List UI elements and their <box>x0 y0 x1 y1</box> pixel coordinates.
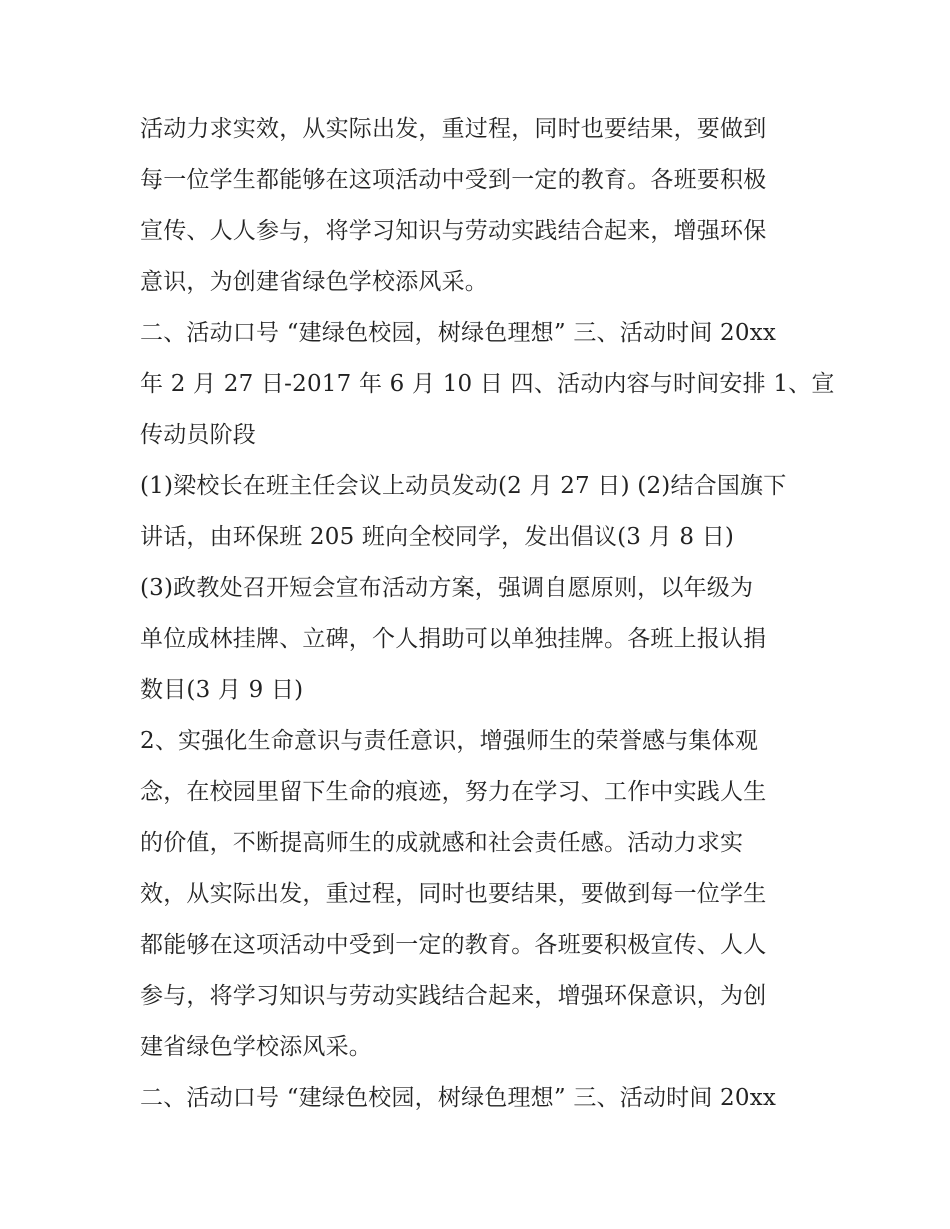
text-line: 效，从实际出发，重过程，同时也要结果，要做到每一位学生 <box>140 881 767 907</box>
text-line: 宣传、人人参与，将学习知识与劳动实践结合起来，增强环保 <box>140 218 767 244</box>
text-line: 年 2 月 27 日-2017 年 6 月 10 日 四、活动内容与时间安排 1、宣 <box>140 371 835 397</box>
text-line: 念，在校园里留下生命的痕迹，努力在学习、工作中实践人生 <box>140 779 767 805</box>
text-line: 传动员阶段 <box>140 422 256 448</box>
text-line: 数目(3 月 9 日) <box>140 677 304 703</box>
text-line: 单位成林挂牌、立碑，个人捐助可以单独挂牌。各班上报认捐 <box>140 626 767 652</box>
text-line: 的价值，不断提高师生的成就感和社会责任感。活动力求实 <box>140 830 744 856</box>
text-line: 建省绿色学校添风采。 <box>140 1034 372 1060</box>
paragraph-3 <box>140 461 812 563</box>
paragraph-5 <box>140 716 812 1073</box>
paragraph-6 <box>140 1073 812 1124</box>
text-line: (1)梁校长在班主任会议上动员发动(2 月 27 日) (2)结合国旗下 <box>140 473 787 499</box>
document-page <box>140 104 835 1124</box>
text-line: 二、活动口号 “建绿色校园，树绿色理想” 三、活动时间 20xx <box>140 320 777 346</box>
text-line: 意识，为创建省绿色学校添风采。 <box>140 269 488 295</box>
text-line: 讲话，由环保班 205 班向全校同学，发出倡议(3 月 8 日) <box>140 524 735 550</box>
text-line: 都能够在这项活动中受到一定的教育。各班要积极宣传、人人 <box>140 932 767 958</box>
paragraph-2 <box>140 308 835 461</box>
paragraph-4 <box>140 563 812 716</box>
text-line: 2、实强化生命意识与责任意识，增强师生的荣誉感与集体观 <box>140 728 759 754</box>
text-line: (3)政教处召开短会宣布活动方案，强调自愿原则，以年级为 <box>140 575 754 601</box>
paragraph-1 <box>140 104 812 308</box>
text-line: 活动力求实效，从实际出发，重过程，同时也要结果，要做到 <box>140 116 767 142</box>
text-line: 二、活动口号 “建绿色校园，树绿色理想” 三、活动时间 20xx <box>140 1085 777 1111</box>
text-line: 参与，将学习知识与劳动实践结合起来，增强环保意识，为创 <box>140 983 767 1009</box>
text-line: 每一位学生都能够在这项活动中受到一定的教育。各班要积极 <box>140 167 767 193</box>
